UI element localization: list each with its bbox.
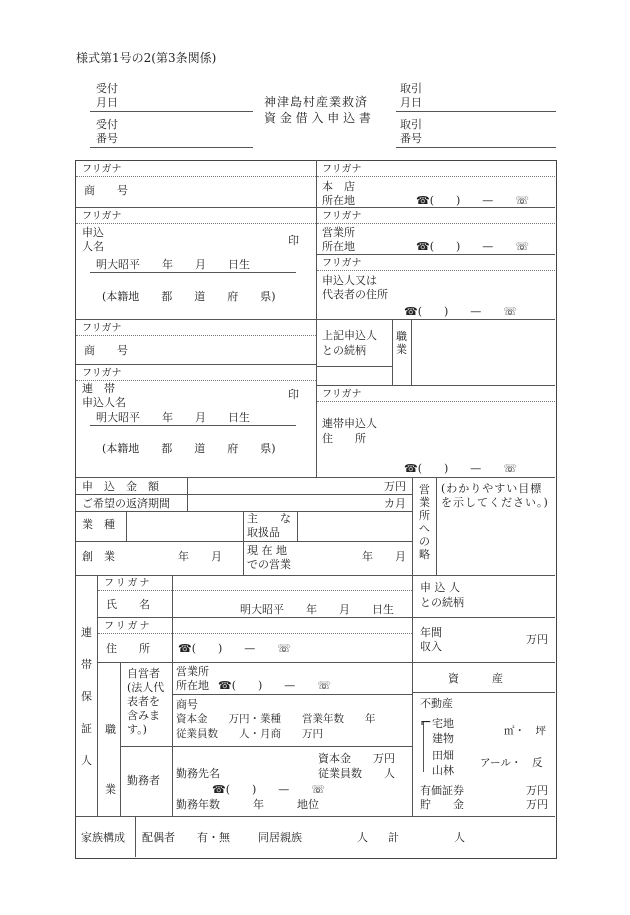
rule [436, 477, 437, 575]
cohabit: 同居親族 人 [258, 831, 368, 844]
land-unit: ㎡・ 坪 [504, 725, 546, 737]
self-emp-4: 含みま [127, 709, 160, 722]
address-label1: 申込人又は [322, 274, 377, 287]
g-relation-label2: との続柄 [420, 596, 464, 609]
uketsuke-no-label1: 受付 [96, 118, 118, 131]
income-label1: 年間 [420, 626, 442, 639]
securities-unit: 万円 [526, 784, 548, 797]
shogo-label-2: 商 号 [84, 344, 128, 357]
applicant-name-label1: 申込 [82, 226, 104, 239]
rule [411, 319, 412, 385]
title-line2: 資 金 借 入 申 込 書 [264, 111, 371, 125]
rule [317, 207, 555, 208]
tel-address [404, 305, 517, 318]
joint-name-label1: 連 帯 [82, 382, 115, 395]
phone-icon: ☏ [277, 642, 292, 655]
period-unit: カ月 [384, 497, 406, 510]
phone-icon: ☏ [515, 194, 530, 207]
bracket-open: ⌐ [420, 715, 432, 731]
tel-dash: — [244, 642, 256, 655]
tel-paren: ( ) [417, 305, 449, 318]
torihiki-no-label2: 番号 [400, 132, 422, 145]
rule [423, 722, 424, 772]
shu-label1: 主 な [247, 512, 291, 525]
shoku-label-1: 職業 [396, 330, 407, 356]
tel-guarantor [178, 642, 291, 655]
birth-2: 明大昭平 年 月 日生 [96, 411, 250, 424]
phone-icon: ☏ [311, 783, 326, 796]
tel-joint [404, 462, 517, 475]
rule [317, 319, 555, 320]
dotted-line [317, 223, 555, 224]
securities-label: 有価証券 [420, 784, 464, 797]
tel-dash: — [482, 240, 494, 253]
income-unit: 万円 [526, 633, 548, 646]
rule [90, 425, 296, 426]
shisan-label: 資 産 [448, 672, 503, 685]
seal-mark-2: 印 [288, 388, 299, 401]
furigana-9: フリガナ [104, 578, 152, 589]
rule [392, 319, 393, 385]
period-label: ご希望の返済期間 [82, 497, 170, 510]
dotted-line [317, 176, 555, 177]
applicant-name-label2: 人名 [82, 240, 104, 253]
furigana-8: フリガナ [322, 389, 362, 400]
tel-paren: ( ) [191, 642, 223, 655]
rule [412, 575, 413, 816]
phone-icon: ☏ [515, 240, 530, 253]
shoku-label-2: 職業 [105, 723, 116, 796]
map-label: 営業所への略 [419, 483, 430, 561]
honten-label1: 本 店 [322, 180, 355, 193]
address-label2: 代表者の住所 [322, 288, 388, 301]
rule [76, 477, 555, 478]
family-label: 家族構成 [81, 831, 125, 844]
employee-label: 勤務者 [127, 774, 160, 787]
seal-mark-1: 印 [288, 234, 299, 247]
rule [76, 541, 412, 542]
dotted-line [98, 590, 412, 591]
relation-label2: との続柄 [322, 344, 366, 357]
rule [76, 816, 555, 817]
shu-label2: 取扱品 [247, 526, 280, 539]
field-unit: アール・ 反 [480, 757, 543, 769]
g-relation-label1: 申 込 人 [420, 581, 460, 594]
rule [126, 511, 127, 541]
savings-label: 貯 金 [420, 798, 464, 811]
tel-dash: — [284, 679, 296, 692]
tel-honten [416, 194, 529, 207]
rule [243, 511, 244, 575]
rule [172, 694, 412, 695]
self-emp-1: 自営者 [127, 667, 160, 680]
dotted-line [76, 223, 316, 224]
rule [120, 746, 412, 747]
uketsuke-date-label1: 受付 [96, 82, 118, 95]
phone-icon: ☎ [178, 642, 192, 655]
dotted-line [76, 380, 316, 381]
guarantor-name-label: 氏 名 [106, 598, 150, 611]
self-emp-2: (法人代 [127, 681, 165, 694]
eigyosho-label1: 営業所 [322, 226, 355, 239]
phone-icon: ☏ [317, 679, 332, 692]
tel-paren: ( ) [429, 194, 461, 207]
uketsuke-no-label2: 番号 [96, 132, 118, 145]
rule [76, 319, 316, 320]
rule [98, 617, 412, 618]
shogo-label-1: 商 号 [84, 184, 128, 197]
torihiki-date-label2: 月日 [400, 96, 422, 109]
torihiki-date-line [396, 111, 556, 112]
phone-icon: ☏ [503, 305, 518, 318]
tel-dash: — [470, 305, 482, 318]
land-1: 宅地 [432, 717, 454, 730]
emp-place-label: 勤務先名 [176, 767, 220, 780]
furigana-10: フリガナ [104, 621, 152, 632]
rule [412, 477, 413, 575]
phone-icon: ☎ [404, 305, 418, 318]
land-2: 建物 [432, 732, 454, 745]
torihiki-date-label1: 取引 [400, 82, 422, 95]
furigana-7: フリガナ [82, 368, 122, 379]
amount-label: 申 込 金 額 [82, 480, 159, 493]
furigana-4: フリガナ [322, 211, 362, 222]
furigana-5: フリガナ [322, 258, 362, 269]
rule [172, 575, 173, 816]
rule [412, 617, 555, 618]
shogo-row-1: 商号 [176, 698, 198, 711]
relation-label1: 上記申込人 [322, 329, 377, 342]
family-total: 計 人 [388, 831, 465, 844]
current-ym: 年 月 [362, 550, 406, 563]
rule [317, 366, 392, 367]
tel-eigyosho [416, 240, 529, 253]
dotted-line [98, 633, 412, 634]
eigyo-label1: 営業所 [176, 665, 209, 678]
tel-paren: ( ) [429, 240, 461, 253]
furigana-1: フリガナ [82, 164, 122, 175]
rule [76, 364, 316, 365]
guarantor-address-label: 住 所 [106, 642, 150, 655]
self-emp-3: 表者を [127, 695, 160, 708]
rule [76, 575, 555, 576]
emp-row-2: 従業員数 人 [318, 767, 395, 780]
income-label2: 収入 [420, 640, 442, 653]
form-id: 様式第1号の2(第3条関係) [76, 51, 217, 65]
rule [135, 816, 136, 857]
current-label1: 現 在 地 [247, 544, 287, 557]
furigana-6: フリガナ [82, 323, 122, 334]
joint-address-label2: 住 所 [322, 432, 366, 445]
rule [412, 692, 555, 693]
dotted-line [76, 335, 316, 336]
phone-icon: ☎ [218, 679, 232, 692]
dotted-line [76, 176, 316, 177]
rule [76, 207, 316, 208]
phone-icon: ☎ [212, 783, 226, 796]
uketsuke-date-line [90, 111, 253, 112]
torihiki-no-line [396, 147, 556, 148]
rule [317, 385, 555, 386]
sogyo-label: 創 業 [82, 550, 115, 563]
tel-eigyo [218, 679, 331, 692]
shogo-row-3: 従業員数 人・月商 万円 [176, 728, 323, 740]
tel-employee [212, 783, 325, 796]
gyoshu-label: 業 種 [82, 518, 115, 531]
tel-dash: — [482, 194, 494, 207]
joint-name-label2: 申込人名 [82, 396, 126, 409]
shogo-row-2: 資本金 万円・業種 営業年数 年 [176, 713, 376, 725]
emp-years: 勤務年数 年 地位 [176, 798, 319, 811]
fudosan-label: 不動産 [420, 697, 453, 710]
amount-unit: 万円 [384, 480, 406, 493]
honseki-1: (本籍地 都 道 府 県) [102, 290, 276, 303]
rule [98, 662, 555, 663]
map-note: (わかりやすい目標を示してください。) [441, 482, 549, 509]
emp-row-1: 資本金 万円 [318, 752, 395, 765]
dotted-line [317, 401, 555, 402]
field-2: 山林 [432, 764, 454, 777]
phone-icon: ☏ [503, 462, 518, 475]
guarantor-birth: 明大昭平 年 月 日生 [240, 603, 394, 616]
rule [317, 254, 555, 255]
rule [76, 494, 412, 495]
guarantor-side-label: 連帯保証人 [81, 626, 92, 767]
uketsuke-no-line [90, 147, 253, 148]
honseki-2: (本籍地 都 道 府 県) [102, 442, 276, 455]
birth-1: 明大昭平 年 月 日生 [96, 258, 250, 271]
tel-paren: ( ) [417, 462, 449, 475]
sogyo-ym: 年 月 [178, 550, 222, 563]
rule [97, 575, 98, 816]
uketsuke-date-label2: 月日 [96, 96, 118, 109]
field-1: 田畑 [432, 749, 454, 762]
rule [120, 662, 121, 816]
spouse: 配偶者 有・無 [142, 831, 230, 844]
furigana-2: フリガナ [82, 211, 122, 222]
phone-icon: ☎ [416, 194, 430, 207]
rule [297, 511, 298, 541]
tel-dash: — [278, 783, 290, 796]
joint-address-label1: 連帯申込人 [322, 417, 377, 430]
tel-dash: — [470, 462, 482, 475]
torihiki-no-label1: 取引 [400, 118, 422, 131]
eigyosho-label2: 所在地 [322, 240, 355, 253]
current-label2: での営業 [247, 558, 291, 571]
title-line1: 神津島村産業救済 [264, 95, 369, 109]
phone-icon: ☎ [404, 462, 418, 475]
honten-label2: 所在地 [322, 194, 355, 207]
self-emp-5: す。) [127, 723, 147, 736]
rule [90, 272, 296, 273]
savings-unit: 万円 [526, 798, 548, 811]
phone-icon: ☎ [416, 240, 430, 253]
dotted-line [317, 270, 555, 271]
tel-paren: ( ) [225, 783, 257, 796]
furigana-3: フリガナ [322, 164, 362, 175]
tel-paren: ( ) [231, 679, 263, 692]
eigyo-label2: 所在地 [176, 679, 209, 692]
